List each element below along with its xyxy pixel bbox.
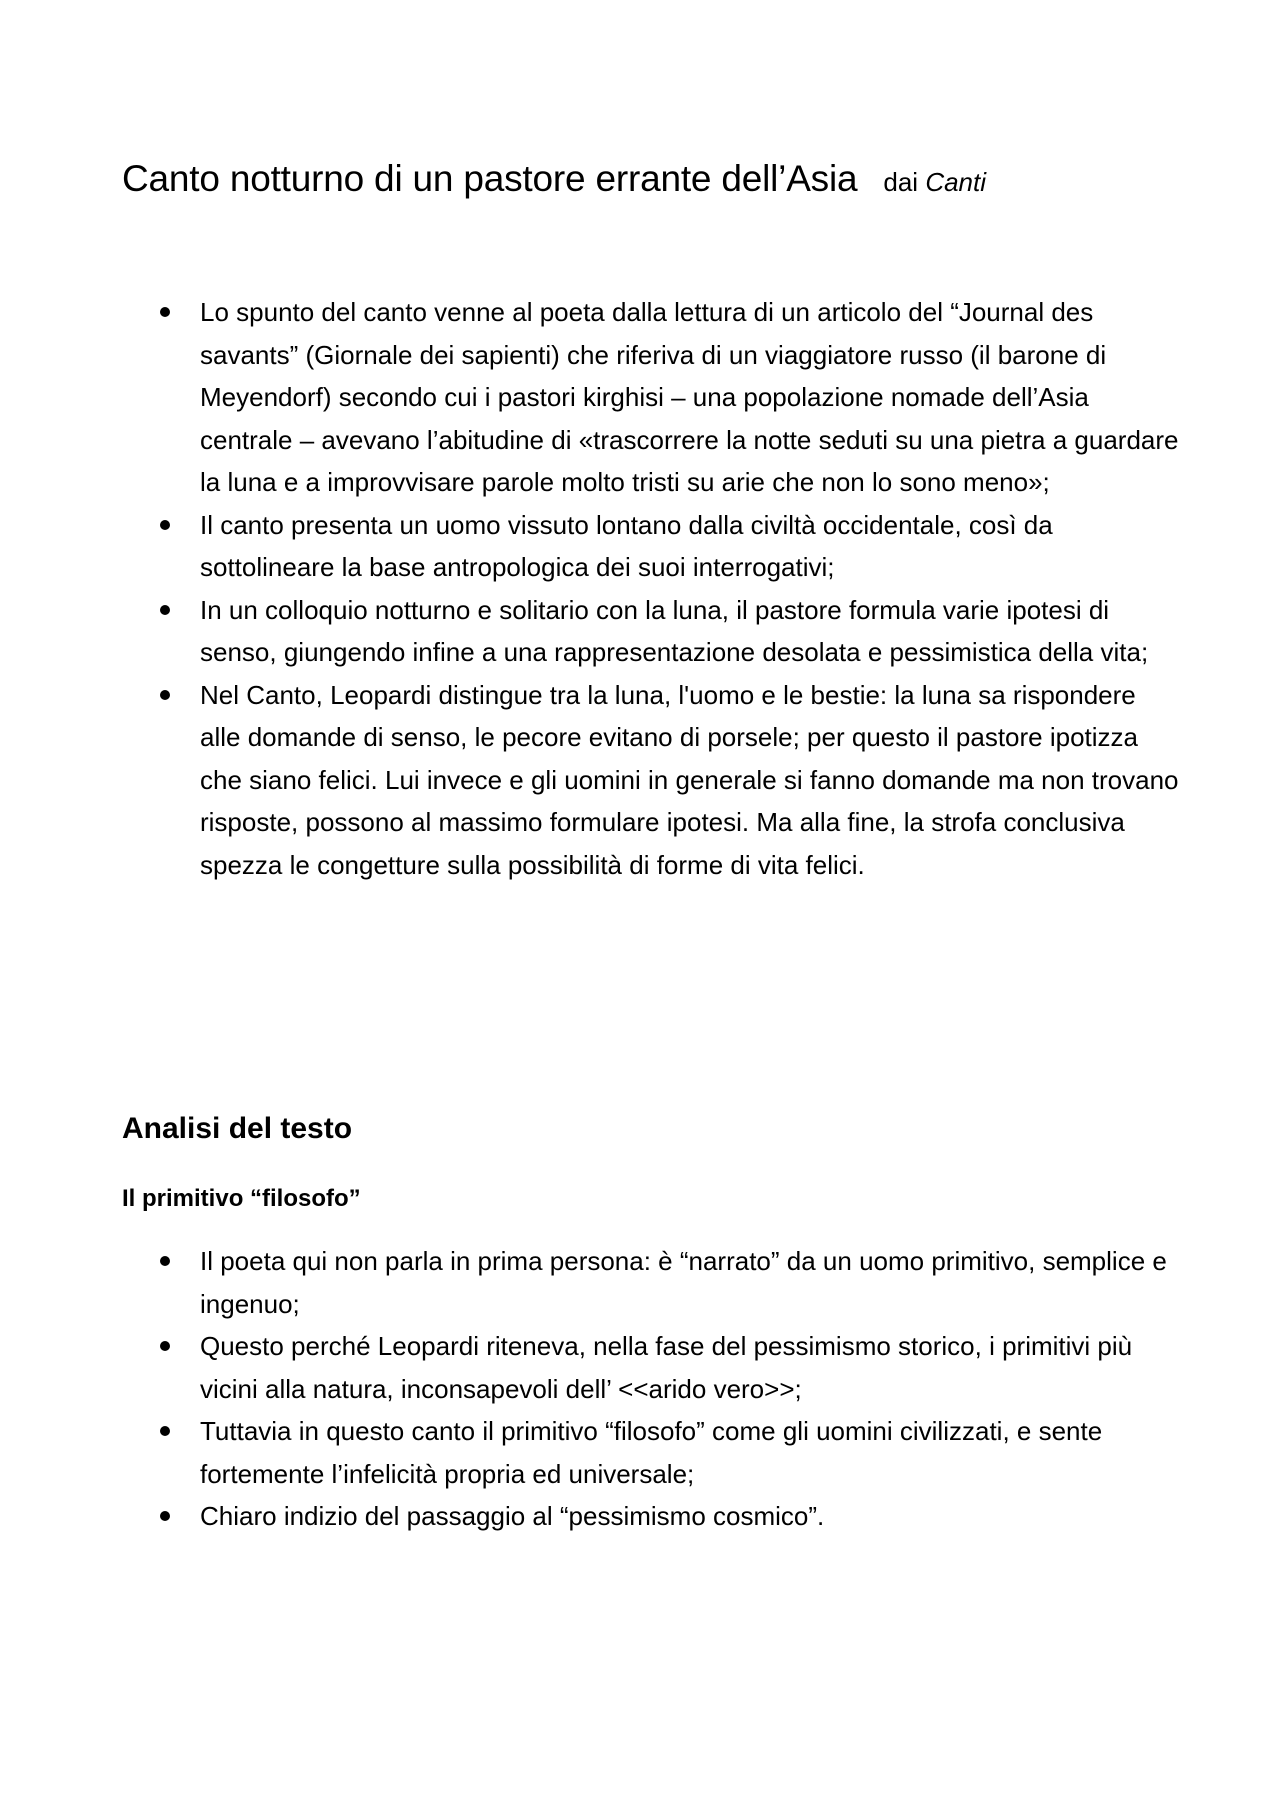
title-source-work: Canti xyxy=(925,167,987,197)
document-title: Canto notturno di un pastore errante dell’Asia xyxy=(122,158,858,199)
analysis-bullet-list xyxy=(200,1240,1180,1538)
list-item xyxy=(200,589,1180,674)
list-item-text: Chiaro indizio del passaggio al “pessimismo cosmico”. xyxy=(200,1501,825,1531)
list-item-text: Nel Canto, Leopardi distingue tra la luna, l'uomo e le bestie: la luna sa rispondere alle domande di senso, le pecore evitano di porsele; per questo il pastore ipotizza che siano felici. Lui invece e gli uomini in generale si fanno domande ma non trovano risposte, possono al massimo formulare ipotesi. Ma alla fine, la strofa conclusiva spezza le congetture sulla possibilità di forme di vita felici. xyxy=(200,679,1179,880)
bullet-icon xyxy=(160,1256,170,1266)
bullet-icon xyxy=(160,307,170,317)
list-item xyxy=(200,1495,1180,1538)
bullet-icon xyxy=(160,1426,170,1436)
list-item-text: Tuttavia in questo canto il primitivo “filosofo” come gli uomini civilizzati, e sente fortemente l’infelicità propria ed universale; xyxy=(200,1416,1103,1489)
title-source xyxy=(883,167,986,197)
bullet-icon xyxy=(160,1511,170,1521)
list-item xyxy=(200,504,1180,589)
intro-bullet-list xyxy=(200,291,1180,886)
list-item xyxy=(200,1240,1180,1325)
list-item-text: Questo perché Leopardi riteneva, nella fase del pessimismo storico, i primitivi più vicini alla natura, inconsapevoli dell’ <<arido vero>>; xyxy=(200,1331,1133,1404)
list-item-text: Il canto presenta un uomo vissuto lontano dalla civiltà occidentale, così da sottolineare la base antropologica dei suoi interrogativi; xyxy=(200,509,1053,582)
analysis-subheading: Il primitivo “filosofo” xyxy=(122,1185,361,1212)
list-item xyxy=(200,291,1180,504)
list-item xyxy=(200,1325,1180,1410)
title-source-prefix: dai xyxy=(883,167,919,197)
list-item-text: Lo spunto del canto venne al poeta dalla lettura di un articolo del “Journal des savants” (Giornale dei sapienti) che riferiva di un viaggiatore russo (il barone di Meyendorf) secondo cui i pastori kirghisi – una popolazione nomade dell’Asia centrale – avevano l’abitudine di «trascorrere la notte seduti su una pietra a guardare la luna e a improvvisare parole molto tristi su arie che non lo sono meno»; xyxy=(200,297,1179,497)
bullet-icon xyxy=(160,605,170,615)
analysis-heading: Analisi del testo xyxy=(122,1112,353,1145)
list-item xyxy=(200,1410,1180,1495)
bullet-icon xyxy=(160,1341,170,1351)
list-item-text: Il poeta qui non parla in prima persona: è “narrato” da un uomo primitivo, semplice e ingenuo; xyxy=(200,1246,1167,1319)
bullet-icon xyxy=(160,520,170,530)
list-item xyxy=(200,674,1180,887)
bullet-icon xyxy=(160,690,170,700)
list-item-text: In un colloquio notturno e solitario con la luna, il pastore formula varie ipotesi di senso, giungendo infine a una rappresentazione desolata e pessimistica della vita; xyxy=(200,594,1149,667)
document-title-row xyxy=(122,158,986,200)
